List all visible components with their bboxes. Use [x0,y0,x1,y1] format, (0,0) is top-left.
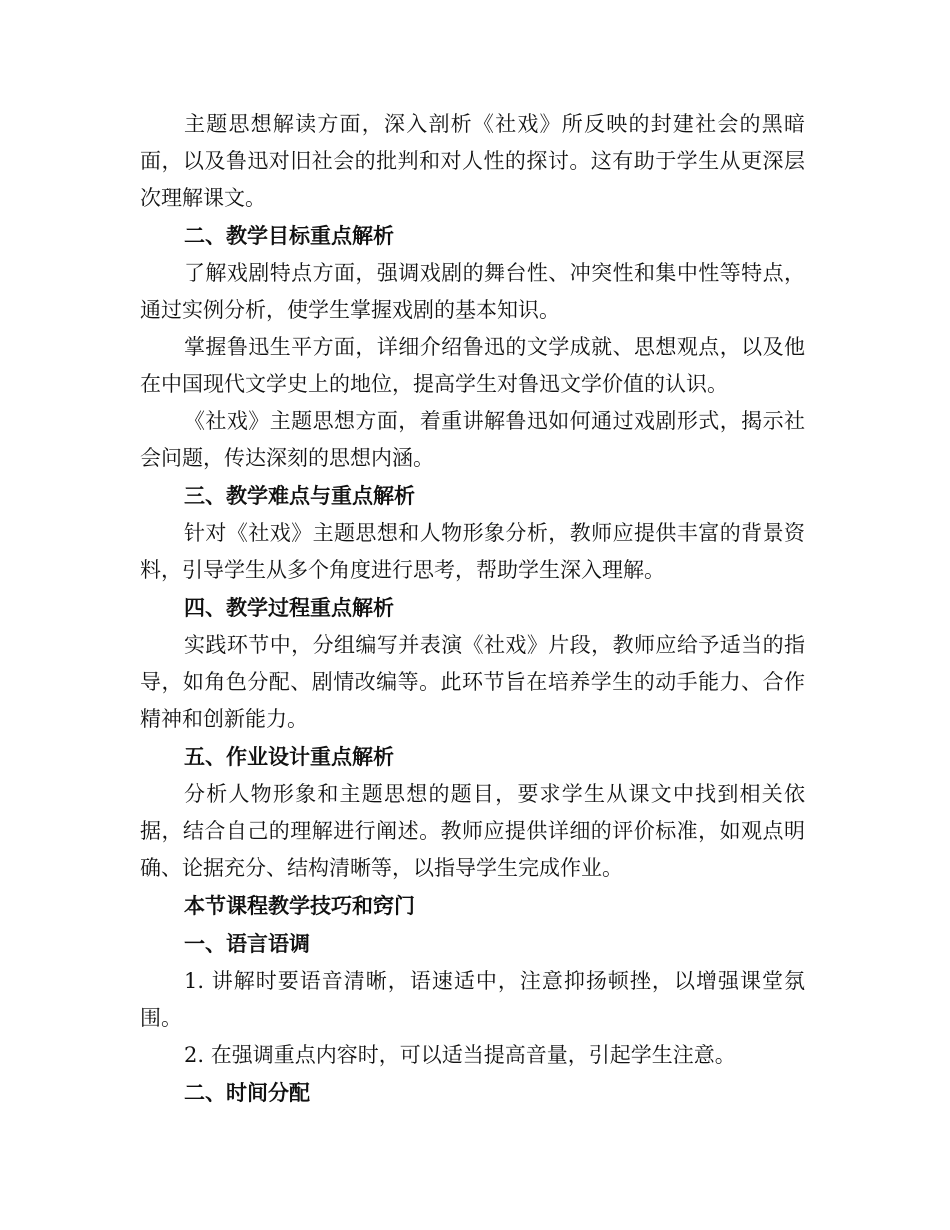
paragraph-shexi-theme: 《社戏》主题思想方面，着重讲解鲁迅如何通过戏剧形式，揭示社会问题，传达深刻的思想内涵。 [140,409,805,470]
heading-language-tone: 一、语言语调 [184,932,310,956]
paragraph-homework-analysis: 分析人物形象和主题思想的题目，要求学生从课文中找到相关依据，结合自己的理解进行阐述。教师应提供详细的评价标准，如观点明确、论据充分、结构清晰等，以指导学生完成作业。 [140,782,805,880]
document-page [140,106,805,1112]
heading-teaching-difficulties: 三、教学难点与重点解析 [184,484,415,508]
paragraph-character-analysis: 针对《社戏》主题思想和人物形象分析，教师应提供丰富的背景资料，引导学生从多个角度进行思考，帮助学生深入理解。 [140,521,805,582]
list-item-speech-clarity: 1. 讲解时要语音清晰，语速适中，注意抑扬顿挫，以增强课堂氛围。 [140,969,805,1030]
heading-teaching-tips: 本节课程教学技巧和窍门 [184,894,415,918]
paragraph-theme-interpretation: 主题思想解读方面，深入剖析《社戏》所反映的封建社会的黑暗面，以及鲁迅对旧社会的批判和对人性的探讨。这有助于学生从更深层次理解课文。 [140,112,805,210]
paragraph-practice-session: 实践环节中，分组编写并表演《社戏》片段，教师应给予适当的指导，如角色分配、剧情改编等。此环节旨在培养学生的动手能力、合作精神和创新能力。 [140,633,805,731]
heading-time-allocation: 二、时间分配 [184,1081,310,1105]
paragraph-drama-features: 了解戏剧特点方面，强调戏剧的舞台性、冲突性和集中性等特点，通过实例分析，使学生掌握戏剧的基本知识。 [140,261,805,322]
heading-teaching-process: 四、教学过程重点解析 [184,596,394,620]
paragraph-luxun-life: 掌握鲁迅生平方面，详细介绍鲁迅的文学成就、思想观点，以及他在中国现代文学史上的地位，提高学生对鲁迅文学价值的认识。 [140,335,805,396]
heading-teaching-objectives: 二、教学目标重点解析 [184,224,394,248]
heading-homework-design: 五、作业设计重点解析 [184,745,394,769]
list-item-emphasis-volume: 2. 在强调重点内容时，可以适当提高音量，引起学生注意。 [184,1043,736,1067]
